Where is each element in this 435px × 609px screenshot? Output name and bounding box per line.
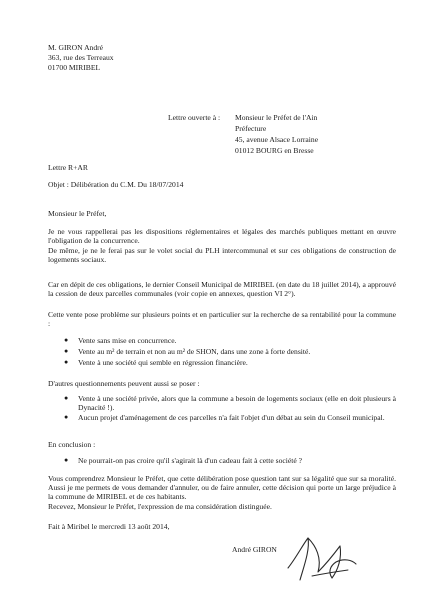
recipient-line1: Monsieur le Préfet de l'Ain <box>235 113 318 122</box>
delivery-mode: Lettre R+AR <box>48 163 88 172</box>
conclusion-label: En conclusion : <box>48 440 96 449</box>
paragraph-5: D'autres questionnements peuvent aussi se poser : <box>48 379 200 388</box>
bullet-icon: ● <box>64 394 69 402</box>
sender-street: 363, rue des Terreaux <box>48 53 114 62</box>
recipient-line2: Préfecture <box>235 124 267 133</box>
salutation: Monsieur le Préfet, <box>48 209 107 218</box>
bullet-icon: ● <box>64 456 69 464</box>
handwritten-signature <box>282 528 362 588</box>
bullet-list-2 <box>64 394 396 423</box>
subject-line: Objet : Délibération du C.M. Du 18/07/2014 <box>48 180 184 189</box>
list-item: ● Vente sans mise en concurrence. <box>64 336 177 345</box>
recipient-line4: 01012 BOURG en Bresse <box>235 146 314 155</box>
sender-name: M. GIRON André <box>48 43 104 52</box>
bullet-icon: ● <box>64 347 69 356</box>
recipient-label: Lettre ouverte à : <box>168 113 221 122</box>
bullet-icon: ● <box>64 336 69 344</box>
list-item: ● Aucun projet d'aménagement de ces parcelles n'a fait l'objet d'un débat au sein du Conseil municipal. <box>64 413 385 423</box>
signature-name: André GIRON <box>232 545 277 554</box>
sender-city: 01700 MIRIBEL <box>48 63 101 72</box>
bullet-list-3 <box>64 456 396 465</box>
paragraph-4: Cette vente pose problème sur plusieurs points et en particulier sur la recherche de sa rentabilité pour la commune : <box>48 310 396 329</box>
paragraph-1: Je ne vous rappellerai pas les dispositions réglementaires et légales des marchés publiques mettant en œuvre l'obligation de la concurrence. <box>48 227 396 246</box>
place-date: Fait à Miribel le mercredi 13 août 2014, <box>48 522 170 531</box>
list-item: ● Ne pourrait-on pas croire qu'il s'agirait là d'un cadeau fait à cette société ? <box>64 456 303 465</box>
bullet-icon: ● <box>64 413 69 422</box>
list-item: ● Vente à une société qui semble en régression financière. <box>64 358 248 368</box>
bullet-list-1 <box>64 336 396 368</box>
paragraph-3: Car en dépit de ces obligations, le dernier Conseil Municipal de MIRIBEL (en date du 18 juillet 2014), a approuvé la cession de deux parcelles communales (voir copie en annexes, question VI 2°). <box>48 280 396 299</box>
list-item: ● Vente à une société privée, alors que la commune a besoin de logements sociaux (elle en doit plusieurs à Dynacité !). <box>64 394 396 413</box>
recipient-line3: 45, avenue Alsace Lorraine <box>235 135 319 144</box>
paragraph-7: Recevez, Monsieur le Préfet, l'expression de ma considération distinguée. <box>48 502 272 511</box>
paragraph-6: Vous comprendrez Monsieur le Préfet, que cette délibération pose question tant sur sa légalité que sur sa moralité. Aussi je me permets de vous demander d'annuler, ou de faire annuler, cette décision qui porte un large préjudice à la commune de MIRIBEL et de ces habitants. <box>48 474 396 502</box>
paragraph-2: De même, je ne le ferai pas sur le volet social du PLH intercommunal et sur ces obligations de construction de logements sociaux. <box>48 246 396 265</box>
list-item: ● Vente au m² de terrain et non au m² de SHON, dans une zone à forte densité. <box>64 347 311 357</box>
bullet-icon: ● <box>64 358 69 367</box>
